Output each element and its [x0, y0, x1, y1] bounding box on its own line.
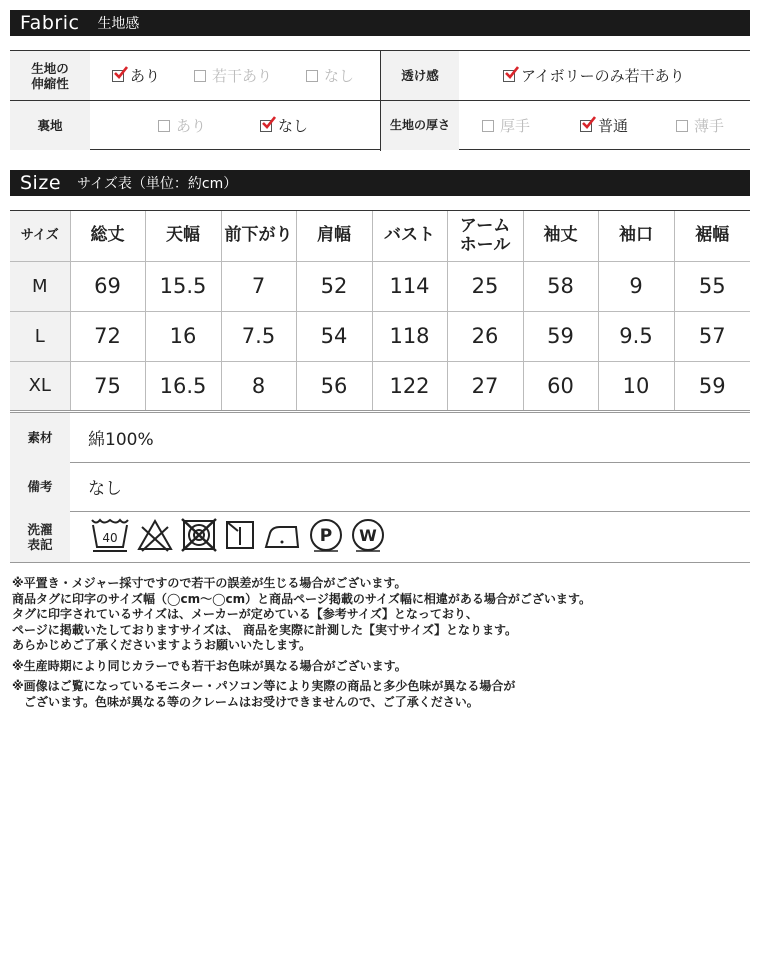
stretch-option-yes	[112, 51, 160, 100]
size-col-header: 袖口	[598, 211, 674, 261]
fabric-row-1	[10, 51, 750, 101]
size-cell: 8	[221, 361, 296, 411]
size-cell: 26	[447, 311, 523, 361]
note-line: ※画像はご覧になっているモニター・パソコン等により実際の商品と多少色味が異なる場合が	[12, 679, 516, 693]
size-col-header: 前下がり	[221, 211, 296, 261]
size-cell: 9.5	[598, 311, 674, 361]
checkbox-empty-icon	[158, 120, 170, 132]
size-col-header: 袖丈	[523, 211, 598, 261]
fabric-table	[10, 50, 750, 150]
size-title-en: Size	[20, 172, 62, 194]
size-cell: 114	[372, 261, 447, 311]
note-line: あらかじめご了承くださいますようお願いいたします。	[12, 638, 312, 652]
iron-low-icon	[262, 517, 302, 553]
stretch-option-none	[306, 51, 354, 100]
care-label	[10, 511, 70, 562]
size-cell: 75	[70, 361, 145, 411]
size-cell: 16	[145, 311, 221, 361]
stretch-option-slight	[194, 51, 272, 100]
size-header	[10, 170, 750, 196]
remarks-label: 備考	[10, 462, 70, 511]
thickness-label: 生地の厚さ	[381, 101, 459, 150]
lining-option-yes-text: あり	[176, 117, 207, 135]
note-line: ページに掲載いたしておりますサイズは、 商品を実際に計測した【実寸サイズ】となります。	[12, 622, 518, 637]
size-col-header: 天幅	[145, 211, 221, 261]
table-row	[10, 311, 750, 361]
material-row	[10, 413, 750, 463]
size-col-header: 肩幅	[296, 211, 372, 261]
size-cell: 27	[447, 361, 523, 411]
size-col-header: 総丈	[70, 211, 145, 261]
fabric-title-en: Fabric	[20, 12, 80, 34]
no-tumble-dry-icon	[180, 517, 218, 553]
size-cell: L	[10, 311, 70, 361]
size-col-header: アーム ホール	[447, 211, 523, 261]
size-header-row	[10, 211, 750, 261]
thickness-option-thin	[676, 101, 724, 150]
checkbox-checked-icon	[580, 120, 592, 132]
table-row	[10, 261, 750, 311]
thickness-option-normal	[580, 101, 628, 150]
checkbox-empty-icon	[306, 70, 318, 82]
size-col-header: 裾幅	[674, 211, 750, 261]
remarks-row	[10, 462, 750, 512]
svg-text:W: W	[359, 526, 377, 545]
size-cell: 7.5	[221, 311, 296, 361]
fabric-header	[10, 10, 750, 36]
checkbox-empty-icon	[676, 120, 688, 132]
care-label-line1: 洗濯	[27, 521, 53, 537]
size-cell: 7	[221, 261, 296, 311]
no-bleach-icon	[136, 517, 174, 553]
thickness-option-thick-text: 厚手	[500, 117, 531, 135]
size-cell: 9	[598, 261, 674, 311]
wash-40-icon	[90, 517, 130, 553]
material-label: 素材	[10, 413, 70, 462]
size-cell: 57	[674, 311, 750, 361]
checkbox-checked-icon	[112, 70, 124, 82]
size-table	[10, 210, 750, 413]
size-cell: 54	[296, 311, 372, 361]
size-cell: 10	[598, 361, 674, 411]
size-cell: 72	[70, 311, 145, 361]
stretch-option-none-text: なし	[324, 67, 355, 85]
size-cell: 56	[296, 361, 372, 411]
transparency-option-text: アイボリーのみ若干あり	[521, 67, 685, 85]
dry-clean-p-icon	[308, 517, 344, 553]
stretch-label	[10, 51, 90, 100]
stretch-label-line2: 伸縮性	[31, 75, 69, 91]
lining-option-yes	[158, 101, 206, 150]
note-line: 商品タグに印字のサイズ幅（◯cm〜◯cm）と商品ページ掲載のサイズ幅に相違がある場合がございます。	[12, 591, 591, 606]
wet-clean-w-icon	[350, 517, 386, 553]
thickness-option-thick	[482, 101, 530, 150]
size-cell: 52	[296, 261, 372, 311]
checkbox-empty-icon	[482, 120, 494, 132]
size-col-header: バスト	[372, 211, 447, 261]
wash-temp: 40	[102, 531, 118, 545]
lining-option-none	[260, 101, 308, 150]
thickness-option-thin-text: 薄手	[694, 117, 725, 135]
checkbox-empty-icon	[194, 70, 206, 82]
size-cell: M	[10, 261, 70, 311]
size-cell: XL	[10, 361, 70, 411]
size-col-header: サイズ	[10, 211, 70, 261]
thickness-option-normal-text: 普通	[598, 117, 629, 135]
size-cell: 59	[523, 311, 598, 361]
checkbox-checked-icon	[260, 120, 272, 132]
size-cell: 122	[372, 361, 447, 411]
remarks-value: なし	[88, 479, 122, 499]
checkbox-checked-icon	[503, 70, 515, 82]
transparency-option	[503, 51, 685, 100]
material-value: 綿100%	[88, 430, 154, 450]
size-cell: 16.5	[145, 361, 221, 411]
care-icons	[90, 517, 386, 553]
note-line: タグに印字されているサイズは、メーカーが定めている【参考サイズ】となっており、	[12, 607, 478, 621]
notes	[12, 576, 752, 710]
size-cell: 60	[523, 361, 598, 411]
size-cell: 15.5	[145, 261, 221, 311]
fabric-title-ja: 生地感	[97, 16, 140, 32]
stretch-option-yes-text: あり	[130, 67, 161, 85]
size-cell: 59	[674, 361, 750, 411]
lining-label: 裏地	[10, 101, 90, 150]
lining-option-none-text: なし	[278, 117, 309, 135]
size-cell: 25	[447, 261, 523, 311]
note-line: ございます。色味が異なる等のクレームはお受けできませんので、ご了承ください。	[12, 694, 479, 709]
size-cell: 69	[70, 261, 145, 311]
fabric-row-2	[10, 101, 750, 151]
stretch-label-line1: 生地の	[31, 60, 69, 76]
care-label-line2: 表記	[27, 536, 53, 552]
transparency-label: 透け感	[381, 51, 459, 100]
size-title-ja: サイズ表（単位：約cm）	[77, 176, 238, 192]
svg-text:P: P	[319, 526, 333, 546]
stretch-option-slight-text: 若干あり	[212, 67, 273, 85]
size-cell: 118	[372, 311, 447, 361]
table-row	[10, 361, 750, 411]
note-line: ※平置き・メジャー採寸ですので若干の誤差が生じる場合がございます。	[12, 576, 407, 590]
care-row	[10, 511, 750, 563]
line-dry-shade-icon	[224, 517, 256, 553]
size-cell: 58	[523, 261, 598, 311]
note-line: ※生産時期により同じカラーでも若干お色味が異なる場合がございます。	[12, 658, 407, 673]
size-cell: 55	[674, 261, 750, 311]
